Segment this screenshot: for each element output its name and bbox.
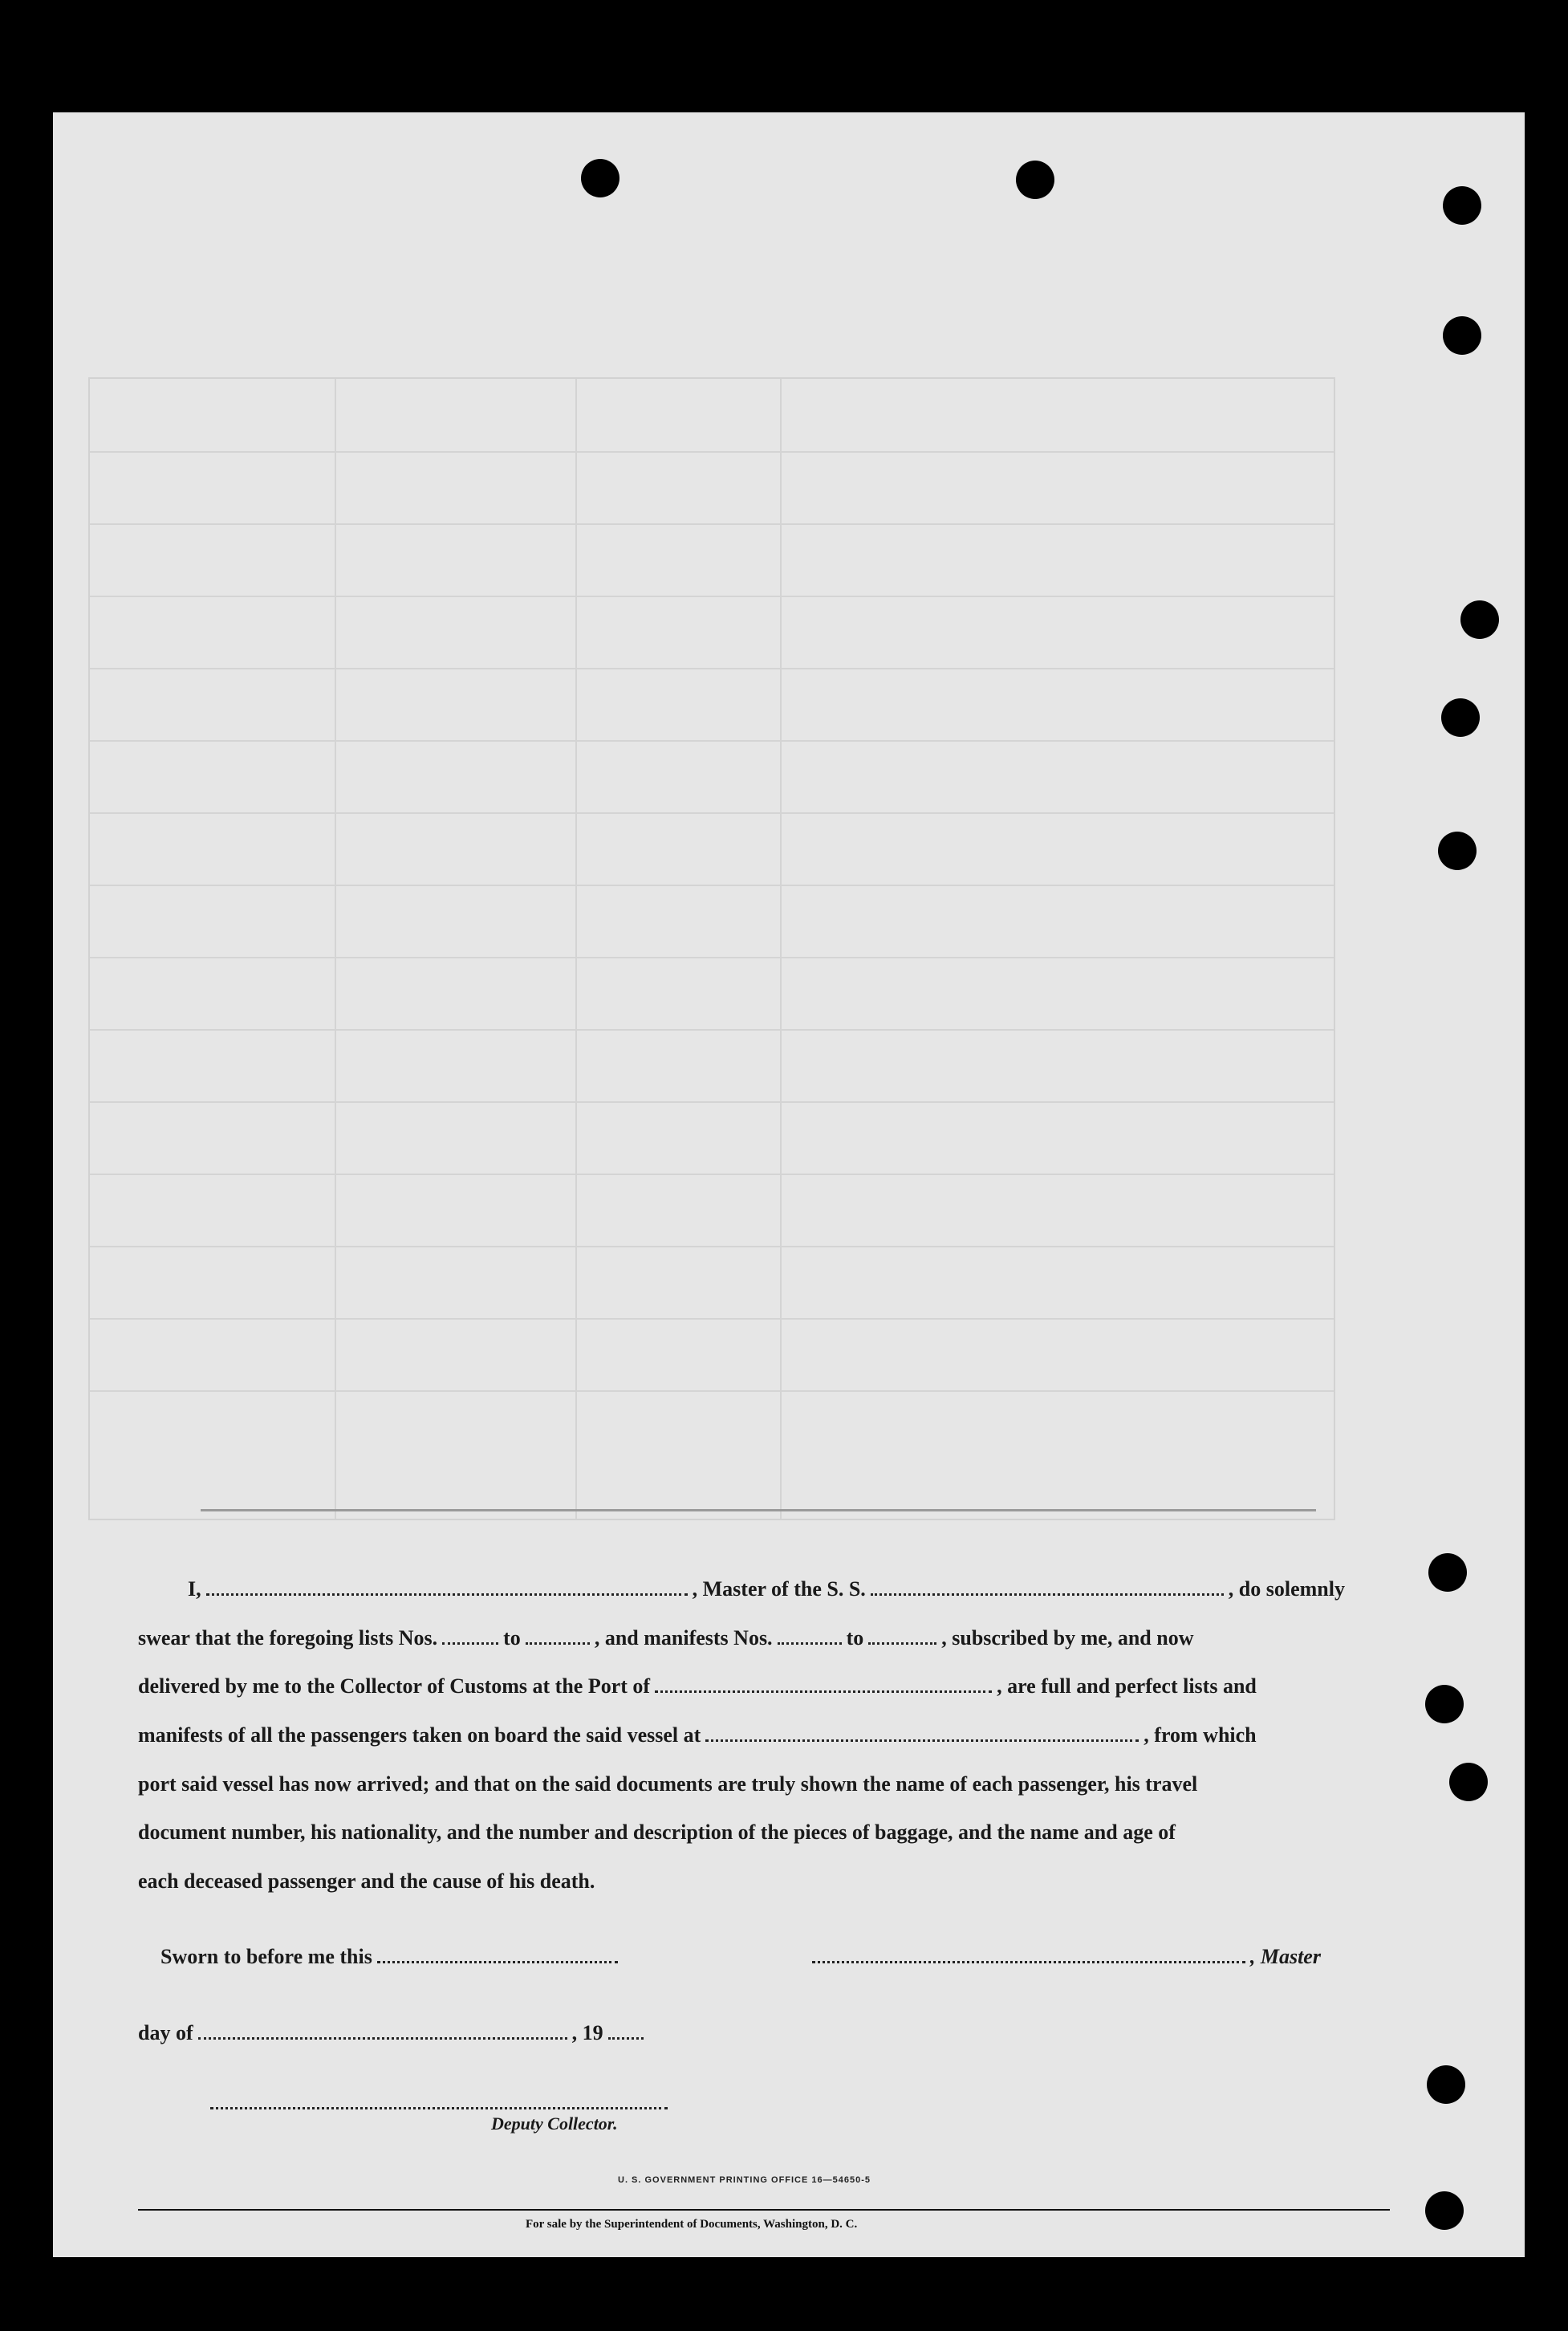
punch-hole xyxy=(1427,2065,1465,2104)
oath-text: to xyxy=(846,1626,864,1650)
oath-line-3 xyxy=(138,1674,1396,1707)
oath-line-4 xyxy=(138,1723,1396,1755)
sworn-line xyxy=(138,1945,1396,1977)
oath-text: to xyxy=(503,1626,521,1650)
punch-hole xyxy=(1425,2191,1464,2230)
ship-name-field[interactable] xyxy=(871,1577,1224,1596)
oath-text: port said vessel has now arrived; and that on the said documents are truly shown the name of each passenger, his travel xyxy=(138,1772,1198,1796)
oath-text: I, xyxy=(188,1577,201,1601)
master-label: , Master xyxy=(1249,1945,1321,1968)
sworn-label: Sworn to before me this xyxy=(160,1945,372,1968)
punch-hole xyxy=(1443,186,1481,225)
oath-line-6 xyxy=(138,1820,1396,1853)
list-from-field[interactable] xyxy=(442,1626,498,1645)
oath-text: manifests of all the passengers taken on board the said vessel at xyxy=(138,1723,701,1747)
footer-note: For sale by the Superintendent of Documents, Washington, D. C. xyxy=(526,2218,858,2231)
oath-text: , are full and perfect lists and xyxy=(997,1674,1257,1698)
punch-hole xyxy=(1460,600,1499,639)
oath-line-2 xyxy=(138,1626,1396,1658)
punch-hole xyxy=(1449,1763,1488,1801)
manifest-from-field[interactable] xyxy=(778,1626,842,1645)
master-name-field[interactable] xyxy=(206,1577,688,1596)
year-label: , 19 xyxy=(571,2021,603,2044)
punch-hole xyxy=(1016,161,1054,199)
faded-passenger-table xyxy=(88,377,1335,1520)
oath-text: swear that the foregoing lists Nos. xyxy=(138,1626,438,1650)
sworn-date-field[interactable] xyxy=(377,1945,618,1963)
oath-text: , and manifests Nos. xyxy=(594,1626,773,1650)
day-of-label: day of xyxy=(138,2021,193,2044)
punch-hole xyxy=(1425,1685,1464,1723)
punch-hole xyxy=(581,159,619,197)
deputy-signature-field[interactable] xyxy=(210,2107,668,2109)
footer-rule xyxy=(138,2209,1390,2211)
list-to-field[interactable] xyxy=(526,1626,590,1645)
day-month-field[interactable] xyxy=(198,2021,567,2040)
oath-line-1 xyxy=(138,1577,1396,1609)
oath-text: , do solemnly xyxy=(1228,1577,1345,1601)
deputy-collector-label: Deputy Collector. xyxy=(491,2113,618,2134)
embark-port-field[interactable] xyxy=(705,1723,1139,1742)
master-signature-field[interactable] xyxy=(812,1945,1245,1963)
punch-hole xyxy=(1428,1553,1467,1592)
manifest-to-field[interactable] xyxy=(868,1626,936,1645)
year-field[interactable] xyxy=(608,2021,644,2040)
oath-text: document number, his nationality, and the number and description of the pieces of baggage, and the name and age of xyxy=(138,1820,1176,1844)
oath-text: delivered by me to the Collector of Customs at the Port of xyxy=(138,1674,651,1698)
punch-hole xyxy=(1438,832,1477,870)
oath-text: each deceased passenger and the cause of his death. xyxy=(138,1869,595,1893)
oath-text: , subscribed by me, and now xyxy=(941,1626,1194,1650)
oath-text: , from which xyxy=(1144,1723,1257,1747)
oath-line-5 xyxy=(138,1772,1396,1804)
oath-line-7 xyxy=(138,1869,1396,1902)
punch-hole xyxy=(1441,698,1480,737)
printer-imprint: U. S. GOVERNMENT PRINTING OFFICE 16—54650-5 xyxy=(618,2175,871,2185)
punch-hole xyxy=(1443,316,1481,355)
port-field[interactable] xyxy=(655,1674,992,1693)
oath-text: , Master of the S. S. xyxy=(692,1577,866,1601)
day-line xyxy=(138,2021,1396,2053)
table-bottom-rule xyxy=(201,1509,1316,1511)
